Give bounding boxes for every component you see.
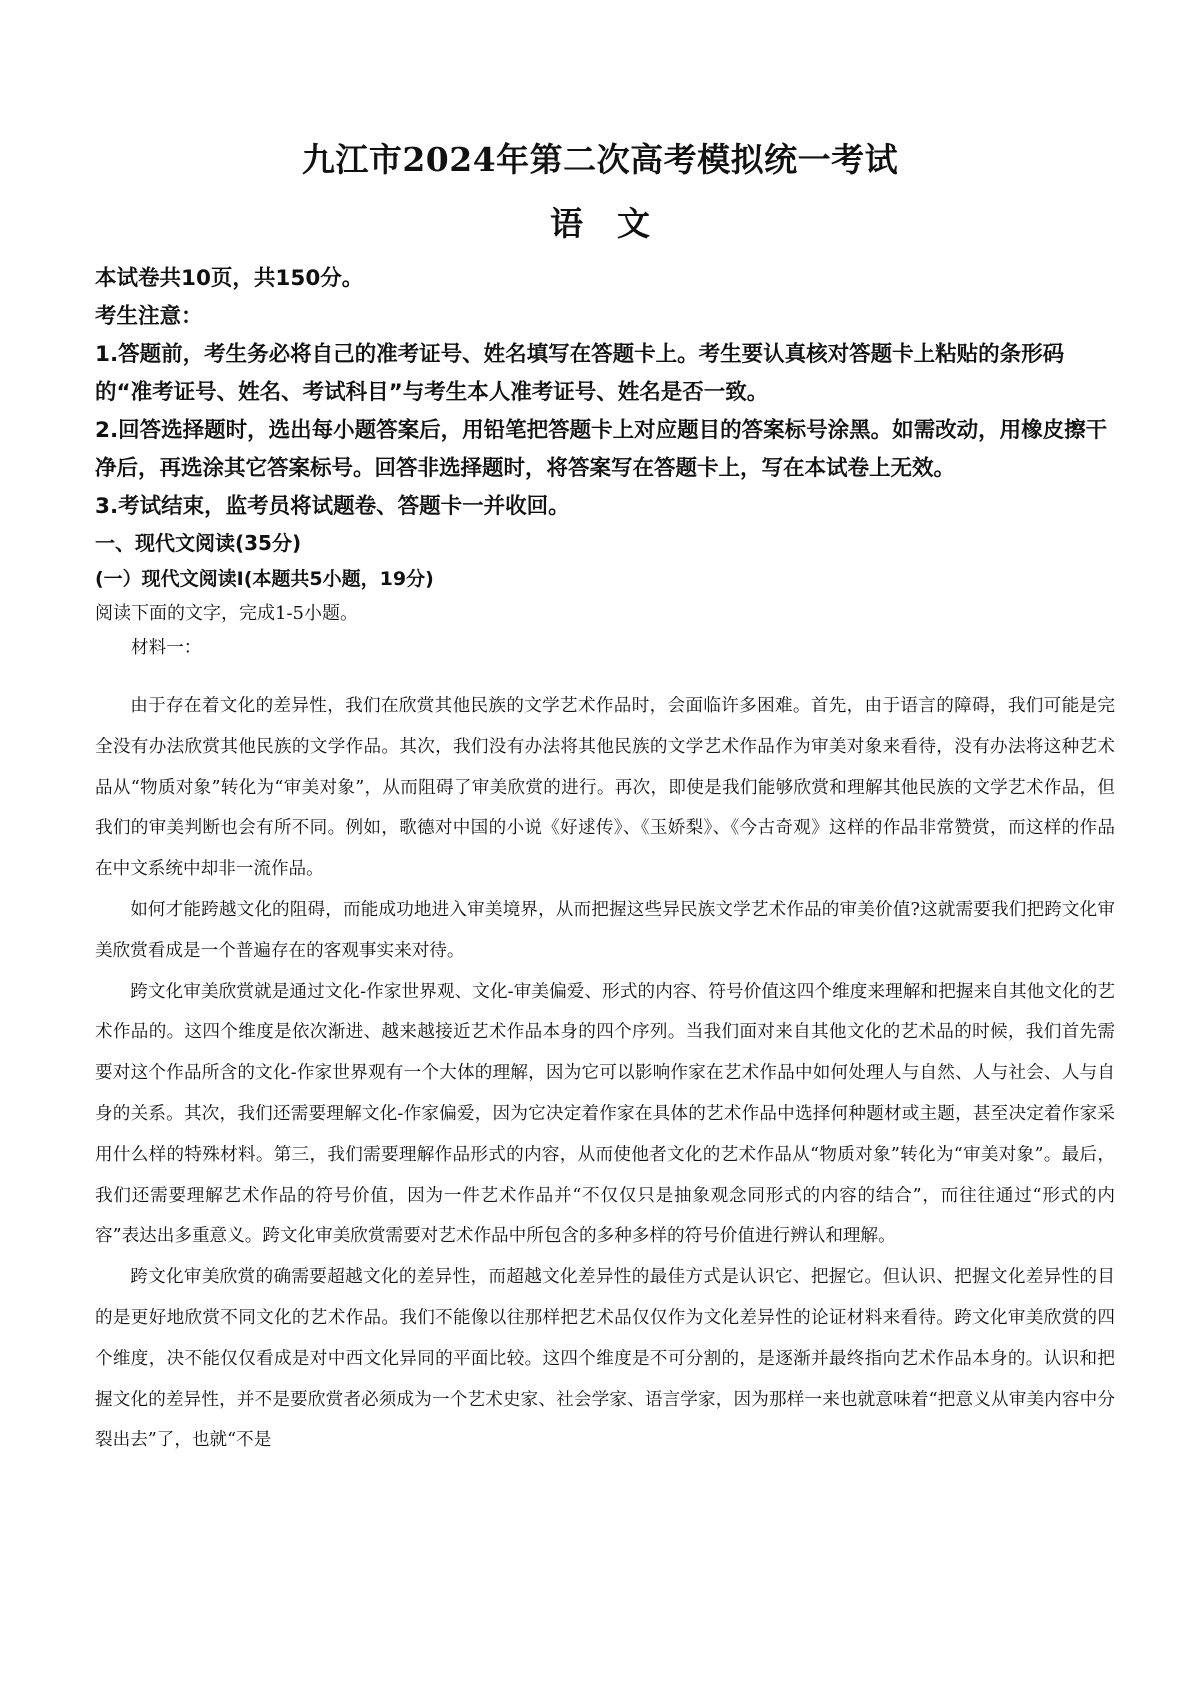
attention-label: 考生注意： <box>95 304 203 329</box>
passage-body <box>95 686 1115 1461</box>
passage-paragraph: 由于存在着文化的差异性，我们在欣赏其他民族的文学艺术作品时，会面临许多困难。首先，由于语言的障碍，我们可能是完全没有办法欣赏其他民族的文学作品。其次，我们没有办法将其他民族的文学艺术作品作为审美对象来看待，没有办法将这种艺术品从“物质对象”转化为“审美对象”，从而阻碍了审美欣赏的进行。再次，即使是我们能够欣赏和理解其他民族的文学艺术作品，但我们的审美判断也会有所不同。例如，歌德对中国的小说《好逑传》、《玉娇梨》、《今古奇观》这样的作品非常赞赏，而这样的作品在中文系统中却非一流作品。 <box>95 696 1115 880</box>
exam-notes <box>95 260 1115 526</box>
passage-paragraph: 跨文化审美欣赏就是通过文化-作家世界观、文化-审美偏爱、形式的内容、符号价值这四个维度来理解和把握来自其他文化的艺术作品的。这四个维度是依次渐进、越来越接近艺术作品本身的四个序列。当我们面对来自其他文化的艺术品的时候，我们首先需要对这个作品所含的文化-作家世界观有一个大体的理解，因为它可以影响作家在艺术作品中如何处理人与自然、人与社会、人与自身的关系。其次，我们还需要理解文化-作家偏爱，因为它决定着作家在具体的艺术作品中选择何种题材或主题，甚至决定着作家采用什么样的特殊材料。第三，我们需要理解作品形式的内容，从而使他者文化的艺术作品从“物质对象”转化为“审美对象”。最后，我们还需要理解艺术作品的符号价值，因为一件艺术作品并“不仅仅只是抽象观念同形式的内容的结合”，而往往通过“形式的内容”表达出多重意义。跨文化审美欣赏需要对艺术作品中所包含的多种多样的符号价值进行辨认和理解。 <box>95 981 1115 1247</box>
material-label: 材料一： <box>131 638 202 658</box>
note-item-3: 3.考试结束，监考员将试题卷、答题卡一并收回。 <box>95 494 570 519</box>
note-item-1: 1.答题前，考生务必将自己的准考证号、姓名填写在答题卡上。考生要认真核对答题卡上粘贴的条形码的“准考证号、姓名、考试科目”与考生本人准考证号、姓名是否一致。 <box>95 342 1065 405</box>
exam-title: 九江市2024年第二次高考模拟统一考试 <box>301 140 899 179</box>
pages-info: 本试卷共10页，共150分。 <box>95 266 364 291</box>
passage-paragraph: 跨文化审美欣赏的确需要超越文化的差异性，而超越文化差异性的最佳方式是认识它、把握它。但认识、把握文化差异性的目的是更好地欣赏不同文化的艺术作品。我们不能像以往那样把艺术品仅仅作为文化差异性的论证材料来看待。跨文化审美欣赏的四个维度，决不能仅仅看成是对中西文化异同的平面比较。这四个维度是不可分割的，是逐渐并最终指向艺术作品本身的。认识和把握文化的差异性，并不是要欣赏者必须成为一个艺术史家、社会学家、语言学家，因为那样一来也就意味着“把意义从审美内容中分裂出去”了，也就“不是 <box>95 1267 1115 1451</box>
note-item-2: 2.回答选择题时，选出每小题答案后，用铅笔把答题卡上对应题目的答案标号涂黑。如需改动，用橡皮擦干净后，再选涂其它答案标号。回答非选择题时，将答案写在答题卡上，写在本试卷上无效。 <box>95 418 1108 481</box>
subject-title: 语文 <box>550 204 684 243</box>
section-subheading: (一）现代文阅读Ⅰ(本题共5小题，19分) <box>95 568 434 590</box>
section-instruction: 阅读下面的文字，完成1-5小题。 <box>95 603 358 624</box>
section-heading: 一、现代文阅读(35分) <box>95 531 302 555</box>
passage-paragraph: 如何才能跨越文化的阻碍，而能成功地进入审美境界，从而把握这些异民族文学艺术作品的审美价值?这就需要我们把跨文化审美欣赏看成是一个普遍存在的客观事实来对待。 <box>95 899 1115 961</box>
